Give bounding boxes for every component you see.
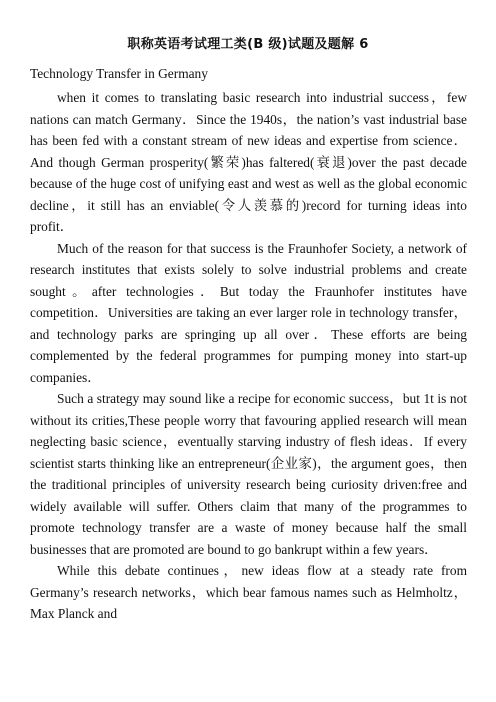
- paragraph: Such a strategy may sound like a recipe for economic success，but 1t is not without its crities,These people worry that favouring applied research will mean neglecting basic science，eventually starving industry of flesh ideas．If every scientist starts thinking like an entrepreneur(企业家)，the argument goes，then the traditional principles of university research being curiosity driven:free and widely available will suffer. Others claim that many of the programmes to promote technology transfer are a waste of money because half the small businesses that are promoted are bound to go bankrupt within a few years．: [30, 391, 467, 557]
- paragraph: Much of the reason for that success is the Fraunhofer Society, a network of research institutes that exists solely to solve industrial problems and create sought。after technologies．But today the Fraunhofer institutes have competition．Universities are taking an ever larger role in technology transfer，and technology parks are springing up all over．These efforts are being complemented by the federal programmes for pumping money into start-up companies．: [30, 240, 467, 385]
- paragraph: While this debate continues，new ideas flow at a steady rate from Germany’s research networks，which bear famous names such as Helmholtz，Max Planck and: [30, 563, 467, 621]
- document-title: 职称英语考试理工类(B 级)试题及题解 6: [127, 37, 369, 52]
- article-body: [30, 87, 467, 625]
- paragraph: when it comes to translating basic research into industrial success，few nations can match Germany．Since the 1940s，the nation’s vast industrial base has been fed with a constant stream of new ideas and expertise from science．And though German prosperity(繁荣)has faltered(衰退)over the past decade because of the huge cost of unifying east and west as well as the global economic decline，it still has an enviable(令人羡慕的)record for turning ideas into profit．: [30, 90, 467, 234]
- article-title: Technology Transfer in Germany: [30, 66, 208, 81]
